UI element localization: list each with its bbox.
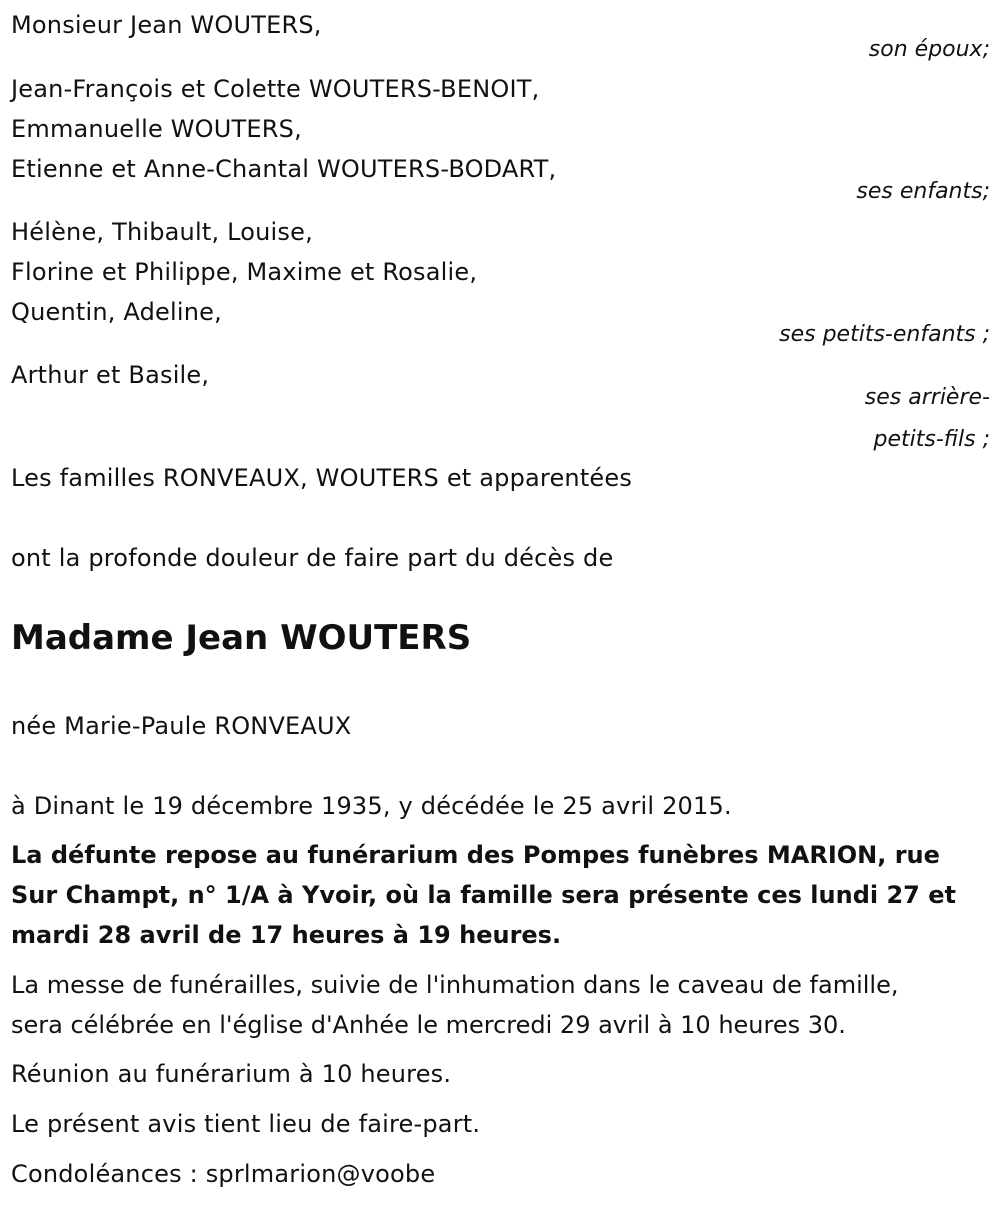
great-grandchildren-relation: petits-fils ; xyxy=(873,427,990,452)
announcement-intro: ont la profonde douleur de faire part du décès de xyxy=(11,544,614,572)
child-name: Jean-François et Colette WOUTERS-BENOIT, xyxy=(11,75,540,103)
child-name: Emmanuelle WOUTERS, xyxy=(11,115,302,143)
condolences-text: Condoléances : sprlmarion@voobe xyxy=(11,1160,436,1188)
birth-name: née Marie-Paule RONVEAUX xyxy=(11,712,352,740)
notice-text: Le présent avis tient lieu de faire-part. xyxy=(11,1110,481,1138)
great-grandchildren-relation: ses arrière- xyxy=(864,385,990,410)
birth-death-dates: à Dinant le 19 décembre 1935, y décédée le 25 avril 2015. xyxy=(11,792,732,820)
mass-line: sera célébrée en l'église d'Anhée le mercredi 29 avril à 10 heures 30. xyxy=(11,1011,846,1039)
families-line: Les familles RONVEAUX, WOUTERS et apparentées xyxy=(11,464,633,492)
grandchild-name: Hélène, Thibault, Louise, xyxy=(11,218,313,246)
mass-line: La messe de funérailles, suivie de l'inhumation dans le caveau de famille, xyxy=(11,971,899,999)
child-name: Etienne et Anne-Chantal WOUTERS-BODART, xyxy=(11,155,557,183)
grandchild-name: Quentin, Adeline, xyxy=(11,298,222,326)
meeting-info: Réunion au funérarium à 10 heures. xyxy=(11,1060,452,1088)
funerarium-info xyxy=(11,835,991,955)
funeral-mass-info xyxy=(11,965,996,1045)
grandchild-name: Florine et Philippe, Maxime et Rosalie, xyxy=(11,258,478,286)
great-grandchild-name: Arthur et Basile, xyxy=(11,361,210,389)
funerarium-line: Sur Champt, n° 1/A à Yvoir, où la famille sera présente ces lundi 27 et xyxy=(11,881,956,909)
spouse-name: Monsieur Jean WOUTERS, xyxy=(11,11,322,39)
grandchildren-relation: ses petits-enfants ; xyxy=(779,322,990,347)
funerarium-line: La défunte repose au funérarium des Pompes funèbres MARION, rue xyxy=(11,841,940,869)
funerarium-line: mardi 28 avril de 17 heures à 19 heures. xyxy=(11,921,562,949)
spouse-relation: son époux; xyxy=(868,37,990,62)
deceased-name: Madame Jean WOUTERS xyxy=(11,618,472,658)
children-relation: ses enfants; xyxy=(856,179,990,204)
